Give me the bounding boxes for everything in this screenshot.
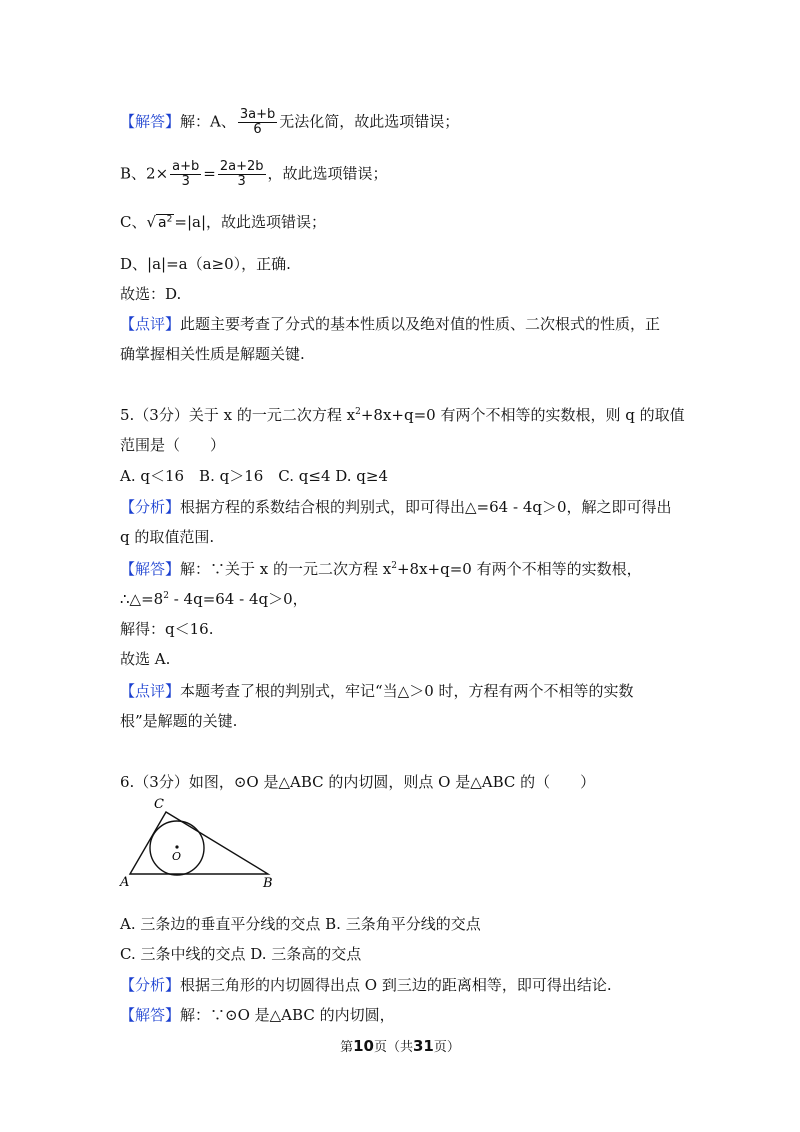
q5-answer-line-3: 解得：q＜16. — [120, 620, 214, 638]
exponent: 2 — [391, 561, 397, 571]
center-label-o: O — [172, 850, 182, 863]
answer-text: 解：∵关于 x 的一元二次方程 x — [180, 560, 392, 578]
answer-text: +8x+q=0 有两个不相等的实数根， — [396, 560, 642, 578]
vertex-label-b: B — [263, 876, 273, 890]
answer-b-prefix: B、2× — [120, 164, 169, 183]
fraction-denominator: 3 — [237, 174, 246, 189]
q5-comment-line-2: 根”是解题的关键. — [120, 712, 238, 730]
fraction-numerator: a+b — [172, 159, 200, 174]
comment-tag: 【点评】 — [120, 682, 181, 700]
q5-answer-line-1 — [120, 559, 642, 579]
q6-analysis — [120, 975, 612, 995]
q4-answer-b — [120, 160, 388, 189]
fraction — [170, 160, 201, 189]
q6-stem: 6.（3分）如图，⊙O 是△ABC 的内切圆，则点 O 是△ABC 的（ ） — [120, 773, 596, 791]
page-number: 10 — [353, 1037, 374, 1055]
answer-text: ∴△=8 — [120, 590, 164, 608]
square-root: √ $a^2$ — [146, 213, 173, 231]
answer-text: - 4q=64 - 4q＞0， — [168, 590, 308, 608]
answer-tag: 【解答】 — [120, 560, 181, 578]
q4-comment-line-1 — [120, 314, 660, 334]
page-footer — [0, 1036, 800, 1055]
stem-text: +8x+q=0 有两个不相等的实数根，则 q 的取值 — [360, 406, 685, 424]
q5-answer-line-2 — [120, 589, 308, 609]
analysis-text: 根据三角形的内切圆得出点 O 到三边的距离相等，即可得出结论. — [180, 976, 612, 994]
analysis-tag: 【分析】 — [120, 976, 181, 994]
exponent: 2 — [166, 214, 173, 225]
q6-options-line-2: C. 三条中线的交点 D. 三条高的交点 — [120, 945, 362, 963]
stem-text: 5.（3分）关于 x 的一元二次方程 x — [120, 406, 356, 424]
q5-options: A. q＜16 B. q＞16 C. q≤4 D. q≥4 — [120, 467, 389, 485]
equals-sign: = — [203, 164, 216, 183]
q5-analysis-line-2: q 的取值范围. — [120, 528, 215, 546]
analysis-tag: 【分析】 — [120, 498, 181, 516]
q6-options-line-1: A. 三条边的垂直平分线的交点 B. 三条角平分线的交点 — [120, 915, 481, 933]
radicand: a — [158, 215, 167, 231]
q4-comment-line-2: 确掌握相关性质是解题关键. — [120, 345, 305, 363]
q5-choice: 故选 A. — [120, 650, 171, 668]
vertex-label-c: C — [154, 797, 164, 812]
center-point — [175, 845, 178, 848]
answer-a-suffix: 无法化简，故此选项错误； — [279, 112, 460, 131]
footer-middle: 页（共 — [373, 1040, 413, 1055]
q4-answer-a — [120, 108, 459, 137]
exponent: 2 — [163, 591, 169, 601]
fraction — [238, 108, 277, 137]
exponent: 2 — [355, 407, 361, 417]
q4-answer-d: D、|a|=a（a≥0），正确. — [120, 255, 291, 273]
answer-c-prefix: C、 — [120, 213, 147, 231]
q5-stem-line-1 — [120, 405, 685, 425]
comment-tag: 【点评】 — [120, 315, 181, 333]
fraction-denominator: 3 — [181, 174, 190, 189]
q4-choice: 故选：D. — [120, 285, 182, 303]
comment-text: 本题考查了根的判别式，牢记“当△＞0 时，方程有两个不相等的实数 — [180, 682, 634, 700]
answer-tag: 【解答】 — [120, 112, 181, 131]
vertex-label-a: A — [120, 875, 130, 890]
total-pages: 31 — [413, 1037, 434, 1055]
comment-text: 此题主要考查了分式的基本性质以及绝对值的性质、二次根式的性质，正 — [180, 315, 661, 333]
answer-text: 解：∵⊙O 是△ABC 的内切圆， — [180, 1006, 395, 1024]
fraction-denominator: 6 — [253, 122, 262, 137]
fraction — [218, 160, 266, 189]
answer-tag: 【解答】 — [120, 1006, 181, 1024]
q5-stem-line-2: 范围是（ ） — [120, 436, 226, 454]
q5-comment-line-1 — [120, 681, 634, 701]
footer-prefix: 第 — [340, 1040, 354, 1055]
q6-answer — [120, 1005, 395, 1025]
q5-analysis-line-1 — [120, 497, 672, 517]
q4-answer-c — [120, 212, 326, 233]
fraction-numerator: 2a+2b — [219, 159, 264, 174]
answer-c-suffix: =|a|，故此选项错误； — [174, 213, 326, 231]
incircle-triangle-figure — [118, 790, 288, 890]
analysis-text: 根据方程的系数结合根的判别式，即可得出△=64 - 4q＞0，解之即可得出 — [180, 498, 672, 516]
answer-b-suffix: ，故此选项错误； — [267, 164, 388, 183]
fraction-numerator: 3a+b — [239, 107, 276, 122]
answer-a-prefix: 解：A、 — [180, 112, 236, 131]
footer-suffix: 页） — [433, 1040, 460, 1055]
